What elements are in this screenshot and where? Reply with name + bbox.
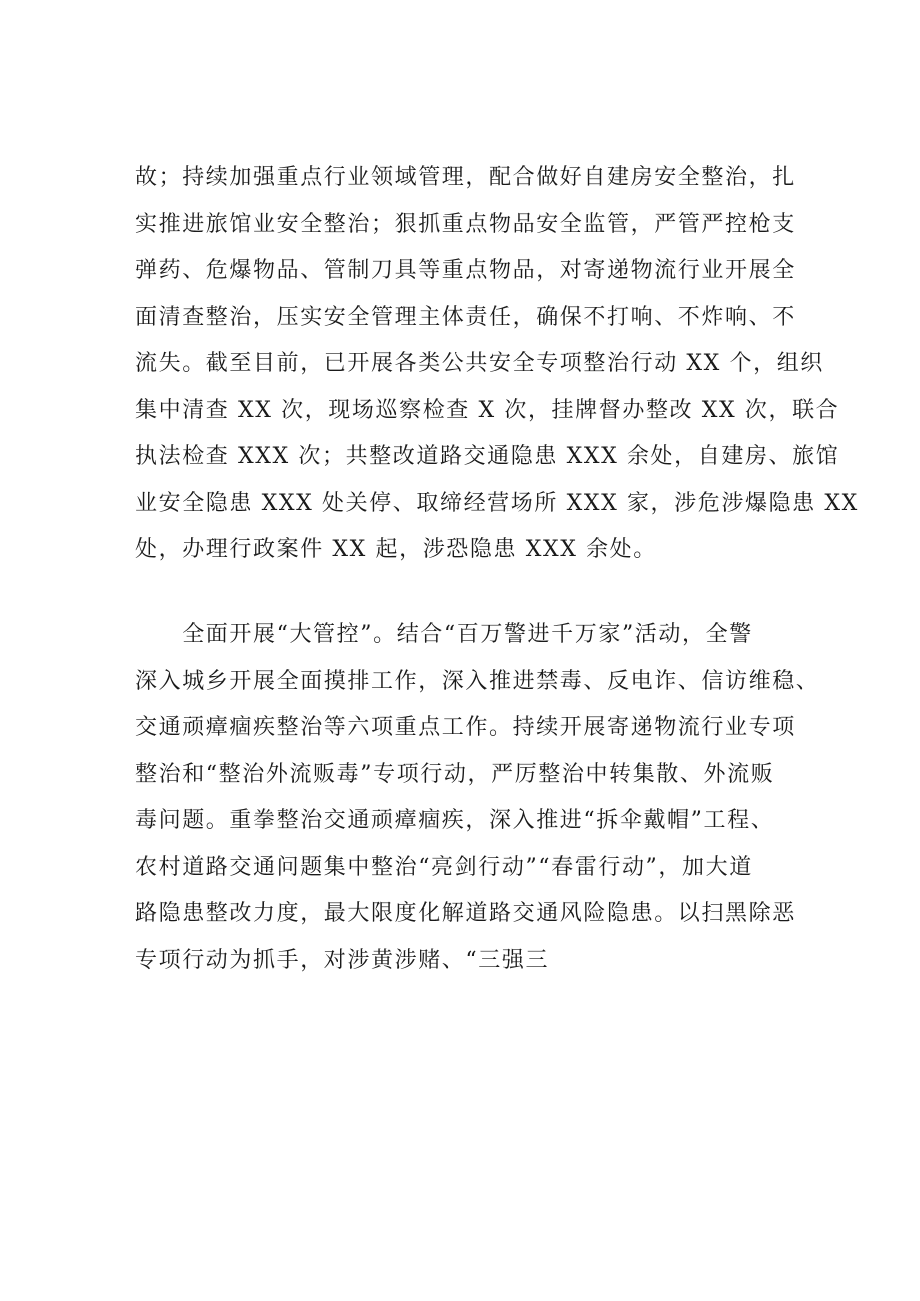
text-line: 整治和“整治外流贩毒”专项行动，严厉整治中转集散、外流贩 xyxy=(135,761,775,787)
text-line: 全面开展“大管控”。结合“百万警进千万家”活动，全警 xyxy=(135,622,753,647)
text-line: 执法检查 XXX 次；共整改道路交通隐患 XXX 余处，自建房、旅馆 xyxy=(135,444,840,469)
text-line: 故；持续加强重点行业领域管理，配合做好自建房安全整治，扎 xyxy=(135,165,796,190)
text-line: 弹药、危爆物品、管制刀具等重点物品，对寄递物流行业开展全 xyxy=(135,258,796,283)
text-line: 交通顽瘴痼疾整治等六项重点工作。持续开展寄递物流行业专项 xyxy=(135,715,796,740)
text-line: 面清查整治，压实安全管理主体责任，确保不打响、不炸响、不 xyxy=(135,304,796,330)
text-line: 流失。截至目前，已开展各类公共安全专项整治行动 XX 个，组织 xyxy=(135,351,824,376)
text-line: 路隐患整改力度，最大限度化解道路交通风险隐患。以扫黑除恶 xyxy=(135,901,796,926)
text-line: 处，办理行政案件 XX 起，涉恐隐患 XXX 余处。 xyxy=(135,537,657,562)
text-line: 毒问题。重拳整治交通顽瘴痼疾，深入推进“拆伞戴帽”工程、 xyxy=(135,808,775,833)
paragraph-2 xyxy=(135,612,820,984)
text-line: 业安全隐患 XXX 处关停、取缔经营场所 XXX 家，涉危涉爆隐患 XX xyxy=(135,490,859,516)
text-line: 集中清查 XX 次，现场巡察检查 X 次，挂牌督办整改 XX 次，联合 xyxy=(135,397,840,423)
paragraph-1 xyxy=(135,155,859,574)
text-line: 专项行动为抓手，对涉黄涉赌、“三强三 xyxy=(135,947,550,973)
text-line: 实推进旅馆业安全整治；狠抓重点物品安全监管，严管严控枪支 xyxy=(135,211,796,237)
text-line: 深入城乡开展全面摸排工作，深入推进禁毒、反电诈、信访维稳、 xyxy=(135,668,820,694)
text-line: 农村道路交通问题集中整治“亮剑行动”“春雷行动”，加大道 xyxy=(135,854,753,880)
